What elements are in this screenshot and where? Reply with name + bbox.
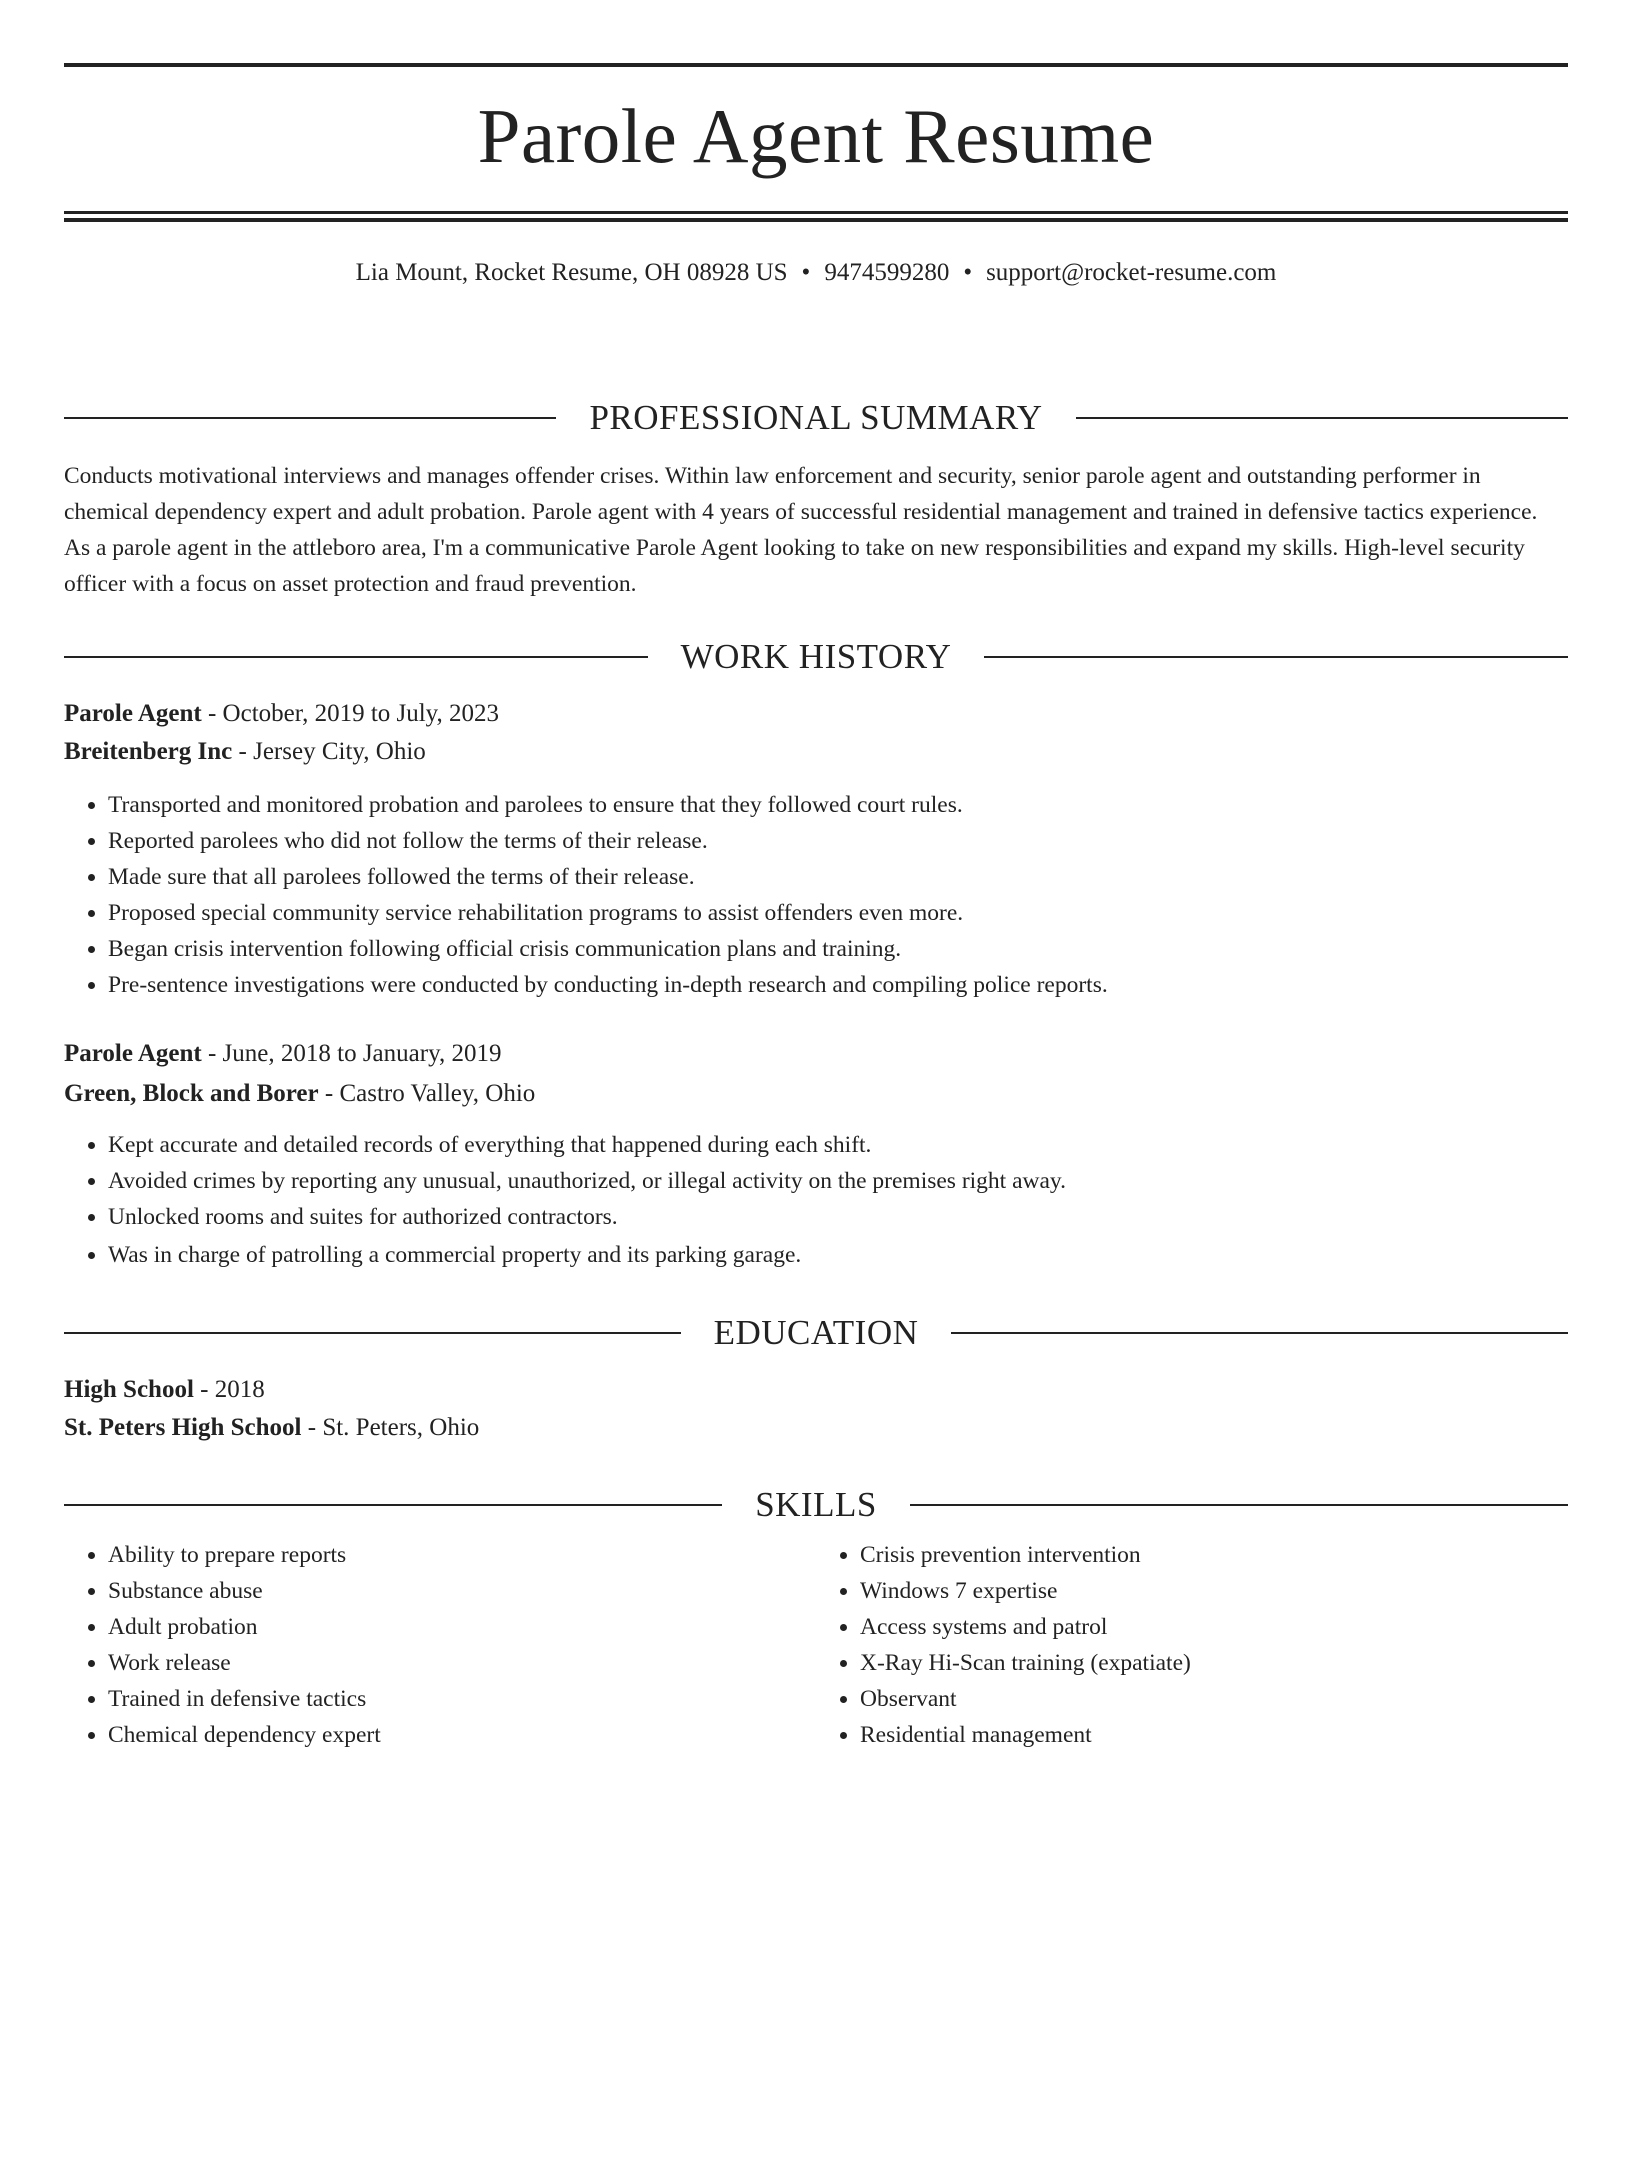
contact-separator: •	[801, 259, 811, 286]
education-entry	[64, 1371, 1568, 1447]
skill-item: • Trained in defensive tactics	[108, 1681, 816, 1717]
list-item: • Made sure that all parolees followed the terms of their release.	[108, 859, 1568, 895]
contact-separator: •	[963, 259, 973, 286]
school-name: St. Peters High School	[64, 1414, 302, 1441]
school-location: St. Peters, Ohio	[322, 1414, 480, 1441]
skill-item: • Observant	[860, 1681, 1568, 1717]
contact-email: support@rocket-resume.com	[986, 259, 1277, 286]
skills-list-left	[64, 1537, 816, 1753]
job-duties-list	[64, 787, 1568, 1003]
contact-address: Lia Mount, Rocket Resume, OH 08928 US	[355, 259, 788, 286]
job-title: Parole Agent	[64, 1040, 202, 1067]
skill-item: • Crisis prevention intervention	[860, 1537, 1568, 1573]
summary-section	[64, 398, 1568, 602]
skill-item: • Access systems and patrol	[860, 1609, 1568, 1645]
job-title: Parole Agent	[64, 700, 202, 727]
education-section	[64, 1313, 1568, 1447]
heading-rule-right	[951, 1332, 1568, 1334]
school-line: St. Peters High School - St. Peters, Ohio	[64, 1414, 480, 1441]
graduation-year: 2018	[214, 1376, 265, 1403]
list-item: • Reported parolees who did not follow the terms of their release.	[108, 823, 1568, 859]
job-title-line: Parole Agent - October, 2019 to July, 2023	[64, 700, 500, 727]
list-item: • Proposed special community service rehabilitation programs to assist offenders even more.	[108, 895, 1568, 931]
resume-title: Parole Agent Resume	[477, 93, 1155, 179]
list-item: • Was in charge of patrolling a commercial property and its parking garage.	[108, 1237, 1568, 1273]
job-entry	[64, 1035, 1568, 1273]
skills-section	[64, 1485, 1568, 1753]
skill-item: • X-Ray Hi-Scan training (expatiate)	[860, 1645, 1568, 1681]
section-title: SKILLS	[755, 1485, 877, 1524]
skill-item: • Windows 7 expertise	[860, 1573, 1568, 1609]
skills-list-right	[816, 1537, 1568, 1753]
job-dates: June, 2018 to January, 2019	[222, 1040, 502, 1067]
skill-item: • Ability to prepare reports	[108, 1537, 816, 1573]
skill-item: • Substance abuse	[108, 1573, 816, 1609]
summary-heading	[64, 398, 1568, 438]
heading-rule-right	[1076, 417, 1568, 419]
heading-rule-left	[64, 656, 648, 658]
work-history-heading	[64, 637, 1568, 677]
summary-text: Conducts motivational interviews and manages offender crises. Within law enforcement and security, senior parole agent and outstanding performer in chemical dependency expert and adult probation. Parole agent with 4 years of successful residential management and trained in defensive tactics experience. As a parole agent in the attleboro area, I'm a communicative Parole Agent looking to take on new responsibilities and expand my skills. High-level security officer with a focus on asset protection and fraud prevention.	[64, 463, 1538, 597]
list-item: • Pre-sentence investigations were conducted by conducting in-depth research and compiling police reports.	[108, 967, 1568, 1003]
job-dates: October, 2019 to July, 2023	[222, 700, 500, 727]
list-item: • Transported and monitored probation and parolees to ensure that they followed court rules.	[108, 787, 1568, 823]
list-item: • Avoided crimes by reporting any unusual, unauthorized, or illegal activity on the premises right away.	[108, 1163, 1568, 1199]
job-duties-list	[64, 1127, 1568, 1273]
resume-page	[0, 63, 1632, 2175]
degree-line: High School - 2018	[64, 1376, 265, 1403]
title-double-rule	[64, 211, 1568, 222]
education-heading	[64, 1313, 1568, 1353]
job-entry	[64, 695, 1568, 1003]
section-title: WORK HISTORY	[680, 637, 952, 676]
skill-item: • Chemical dependency expert	[108, 1717, 816, 1753]
list-item: • Unlocked rooms and suites for authorized contractors.	[108, 1199, 1568, 1235]
job-company: Green, Block and Borer	[64, 1080, 319, 1107]
contact-line	[64, 258, 1568, 288]
skill-item: • Residential management	[860, 1717, 1568, 1753]
job-location: Castro Valley, Ohio	[339, 1080, 536, 1107]
skills-heading	[64, 1485, 1568, 1525]
heading-rule-right	[984, 656, 1568, 658]
section-title: PROFESSIONAL SUMMARY	[589, 398, 1043, 437]
job-title-line: Parole Agent - June, 2018 to January, 2019	[64, 1040, 502, 1067]
work-history-section	[64, 637, 1568, 1273]
heading-rule-left	[64, 1504, 722, 1506]
job-company: Breitenberg Inc	[64, 738, 233, 765]
skill-item: • Work release	[108, 1645, 816, 1681]
skill-item: • Adult probation	[108, 1609, 816, 1645]
job-location: Jersey City, Ohio	[253, 738, 426, 765]
list-item: • Kept accurate and detailed records of everything that happened during each shift.	[108, 1127, 1568, 1163]
section-title: EDUCATION	[713, 1313, 919, 1352]
job-company-line: Green, Block and Borer - Castro Valley, Ohio	[64, 1080, 536, 1107]
heading-rule-right	[910, 1504, 1568, 1506]
job-company-line: Breitenberg Inc - Jersey City, Ohio	[64, 738, 426, 765]
degree: High School	[64, 1376, 194, 1403]
list-item: • Began crisis intervention following official crisis communication plans and training.	[108, 931, 1568, 967]
heading-rule-left	[64, 1332, 681, 1334]
skills-grid	[64, 1537, 1568, 1753]
top-rule	[64, 63, 1568, 67]
heading-rule-left	[64, 417, 556, 419]
contact-phone: 9474599280	[824, 259, 950, 286]
